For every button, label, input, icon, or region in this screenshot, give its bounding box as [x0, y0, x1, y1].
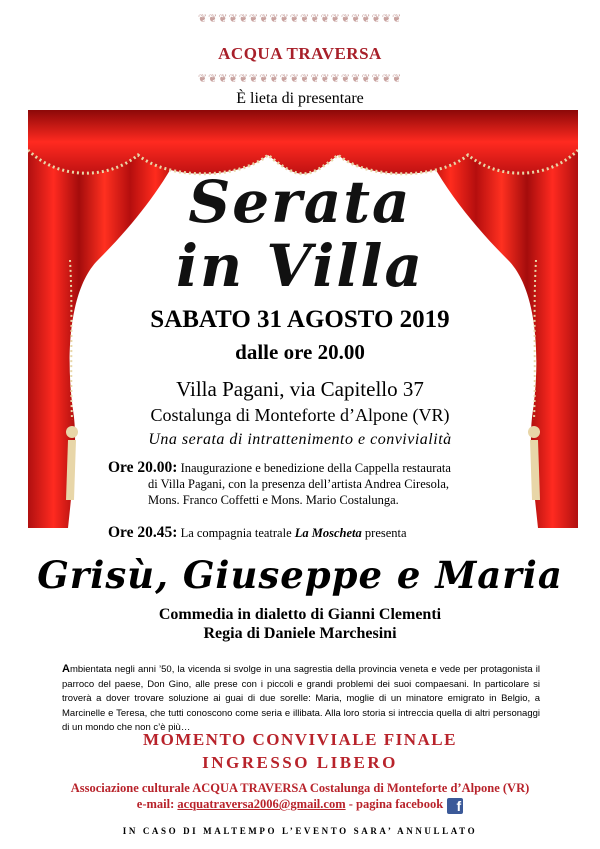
schedule-text: La compagnia teatrale	[180, 526, 292, 540]
free-entry-heading: INGRESSO LIBERO	[202, 753, 398, 772]
event-place: Costalunga di Monteforte d’Alpone (VR)	[150, 405, 450, 425]
schedule-text: di Villa Pagani, con la presenza dell’artista Andrea Ciresola,	[148, 477, 450, 491]
facebook-icon[interactable]: f	[447, 798, 463, 814]
organization-name: ACQUA TRAVERSA	[218, 44, 382, 63]
event-tagline: Una serata di intrattenimento e convivialità	[148, 431, 452, 448]
synopsis-initial: A	[62, 663, 70, 675]
schedule-time: Ore 20.45:	[108, 524, 178, 541]
schedule-text: presenta	[364, 526, 407, 540]
play-synopsis	[62, 662, 540, 736]
top-ornament-divider: ❦❦❦❦❦❦❦❦❦❦❦❦❦❦❦❦❦❦❦❦	[197, 13, 403, 25]
event-title-line-2: in Villa	[175, 232, 425, 300]
contact-separator: -	[345, 797, 357, 811]
schedule-item	[108, 460, 528, 508]
event-title-line-1: Serata	[188, 168, 412, 236]
play-title: Grisù, Giuseppe e Maria	[37, 553, 563, 597]
schedule-item	[108, 525, 528, 541]
email-label: e-mail:	[136, 797, 175, 811]
event-venue: Villa Pagani, via Capitello 37	[176, 377, 424, 401]
synopsis-text: mbientata negli anni ’50, la vicenda si svolge in una sagrestia della provincia veneta e vede per protagonista il parroco del paese, Don Gino, alle prese con i piccoli e grandi problemi dei suoi compaesani. In particolare si troverà a dover trovare soluzione ai guai di due sorelle: Maria, moglie di un minatore emigrato in Belgio, a Marcinelle e Teresa, che tutti conoscono come seria e illibata. Alla loro storia si intreccia quella di altri personaggi di un mondo che non c’è più…	[62, 664, 540, 733]
schedule-time: Ore 20.00:	[108, 459, 178, 476]
contact-line	[0, 797, 600, 814]
top-valance	[28, 110, 578, 174]
play-director: Regia di Daniele Marchesini	[203, 625, 397, 642]
play-author: Commedia in dialetto di Gianni Clementi	[158, 606, 442, 623]
email-link[interactable]: acquatraversa2006@gmail.com	[177, 797, 346, 811]
bottom-ornament-divider: ❦❦❦❦❦❦❦❦❦❦❦❦❦❦❦❦❦❦❦❦	[197, 73, 403, 85]
intro-text: È lieta di presentare	[236, 90, 364, 107]
facebook-page-link[interactable]: pagina facebook	[356, 797, 444, 811]
theater-company-name: La Moscheta	[294, 526, 362, 540]
association-info: Associazione culturale ACQUA TRAVERSA Costalunga di Monteforte d’Alpone (VR)	[70, 781, 530, 795]
weather-warning: IN CASO DI MALTEMPO L’EVENTO SARA’ ANNULLATO	[122, 826, 478, 836]
convivial-moment-heading: MOMENTO CONVIVIALE FINALE	[143, 730, 457, 749]
schedule-text: Inaugurazione e benedizione della Cappella restaurata	[180, 461, 451, 475]
schedule-text: Mons. Franco Coffetti e Mons. Mario Costalunga.	[148, 493, 399, 507]
event-start-time: dalle ore 20.00	[235, 340, 365, 364]
event-date: SABATO 31 AGOSTO 2019	[150, 306, 450, 333]
